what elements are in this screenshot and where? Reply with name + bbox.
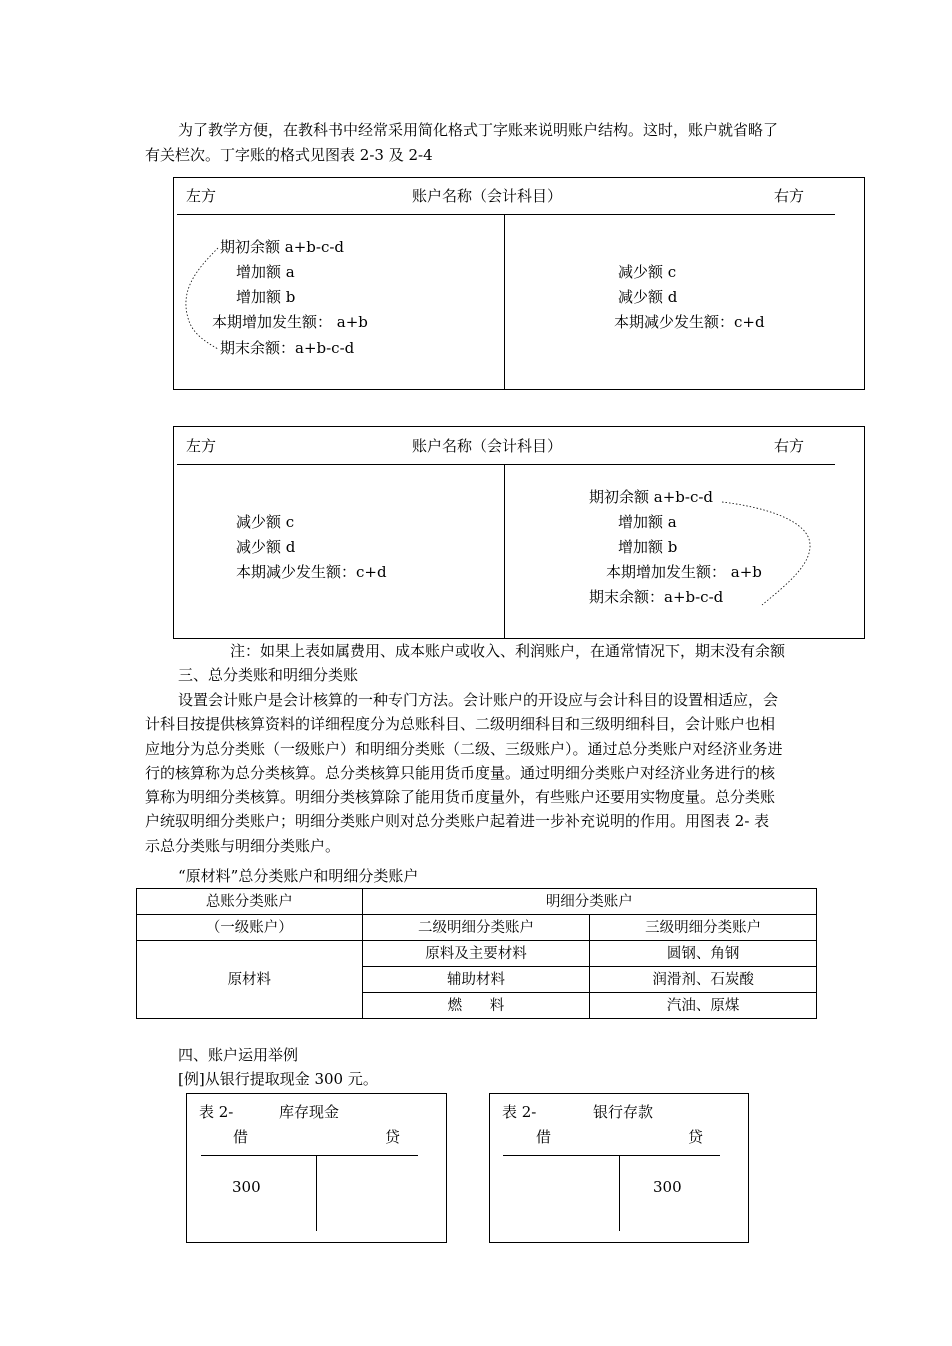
section-3-heading: 三、总分类账和明细分类账 [178, 666, 359, 684]
credit-amount: 300 [653, 1178, 682, 1196]
left-entry: 本期增加发生额： a+b [212, 313, 368, 331]
right-header: 右方 [774, 187, 805, 205]
level-3-cell: 润滑剂、石炭酸 [590, 967, 817, 993]
right-entry: 减少额 c [618, 263, 677, 281]
left-entry: 本期减少发生额：c+d [236, 563, 387, 581]
left-entry: 增加额 b [236, 288, 296, 306]
level-3-cell: 圆钢、角钢 [590, 941, 817, 967]
body-line: 示总分类账与明细分类账户。 [145, 836, 341, 855]
body-line: 算称为明细分类核算。明细分类核算除了能用货币度量外，有些账户还要用实物度量。总分类账 [145, 788, 776, 807]
left-header: 左方 [186, 187, 217, 205]
left-header: 左方 [186, 437, 217, 455]
header-level-3: 三级明细分类账户 [590, 915, 817, 941]
level-2-cell: 原料及主要材料 [362, 941, 590, 967]
left-entry: 减少额 d [236, 538, 296, 556]
right-entry: 期末余额：a+b-c-d [589, 588, 724, 606]
account-title: 账户名称（会计科目） [412, 187, 563, 205]
account-name: 银行存款 [593, 1103, 654, 1121]
t-horizontal-rule [201, 1155, 418, 1156]
right-entry: 增加额 a [618, 513, 677, 531]
right-entry: 期初余额 a+b-c-d [589, 488, 714, 506]
header-general-2: （一级账户） [137, 915, 363, 941]
cash-t-account [186, 1093, 447, 1243]
table-caption: “原材料”总分类账户和明细分类账户 [178, 867, 419, 885]
t-vertical-rule [619, 1155, 620, 1231]
account-name: 库存现金 [279, 1103, 340, 1121]
right-header: 右方 [774, 437, 805, 455]
table-number: 表 2- [199, 1103, 234, 1121]
credit-label: 贷 [688, 1128, 704, 1146]
body-line: 行的核算称为总分类核算。总分类核算只能用货币度量。通过明细分类账户对经济业务进行的核 [145, 763, 776, 782]
body-line: 计科目按提供核算资料的详细程度分为总账科目、二级明细科目和三级明细科目，会计账户也相 [145, 715, 776, 734]
note-text: 注：如果上表如属费用、成本账户或收入、利润账户，在通常情况下，期末没有余额 [230, 642, 786, 660]
t-account-1 [173, 177, 865, 390]
example-text: [例]从银行提取现金 300 元。 [178, 1070, 378, 1088]
debit-amount: 300 [232, 1178, 261, 1196]
right-entry: 本期增加发生额： a+b [606, 563, 762, 581]
intro-line-1: 为了教学方便，在教科书中经常采用简化格式丁字账来说明账户结构。这时，账户就省略了 [178, 121, 779, 139]
table-row [137, 889, 817, 915]
body-line: 户统驭明细分类账户；明细分类账户则对总分类账户起着进一步补充说明的作用。用图表 2- 表 [145, 812, 770, 831]
t-vertical-rule [316, 1155, 317, 1231]
left-entry: 期末余额：a+b-c-d [220, 339, 355, 357]
left-entry: 减少额 c [236, 513, 295, 531]
intro-line-2: 有关栏次。丁字账的格式见图表 2-3 及 2-4 [145, 146, 433, 164]
header-detail: 明细分类账户 [362, 889, 816, 915]
balance-arrow-curve [174, 178, 866, 391]
credit-label: 贷 [385, 1128, 401, 1146]
balance-arrow-curve [174, 427, 866, 640]
body-line: 设置会计账户是会计核算的一种专门方法。会计账户的开设应与会计科目的设置相适应，会 [178, 691, 779, 709]
debit-label: 借 [536, 1128, 552, 1146]
section-4-heading: 四、账户运用举例 [178, 1046, 299, 1064]
right-entry: 增加额 b [618, 538, 678, 556]
right-entry: 本期减少发生额：c+d [614, 313, 765, 331]
t-horizontal-rule [503, 1155, 720, 1156]
header-level-2: 二级明细分类账户 [362, 915, 590, 941]
table-row [137, 915, 817, 941]
level-2-cell: 辅助材料 [362, 967, 590, 993]
left-entry: 增加额 a [236, 263, 295, 281]
level-2-cell: 燃 料 [362, 993, 590, 1019]
level-3-cell: 汽油、原煤 [590, 993, 817, 1019]
body-line: 应地分为总分类账（一级账户）和明细分类账（二级、三级账户）。通过总分类账户对经济业务进 [145, 739, 783, 758]
ledger-table [136, 888, 817, 1019]
bank-t-account [489, 1093, 749, 1243]
account-title: 账户名称（会计科目） [412, 437, 563, 455]
debit-label: 借 [233, 1128, 249, 1146]
section-3-body [145, 688, 857, 858]
table-row [137, 941, 817, 967]
general-account-cell: 原材料 [137, 941, 363, 1019]
left-entry: 期初余额 a+b-c-d [220, 238, 345, 256]
right-entry: 减少额 d [618, 288, 678, 306]
t-account-2 [173, 426, 865, 639]
table-number: 表 2- [502, 1103, 537, 1121]
header-general-1: 总账分类账户 [137, 889, 363, 915]
